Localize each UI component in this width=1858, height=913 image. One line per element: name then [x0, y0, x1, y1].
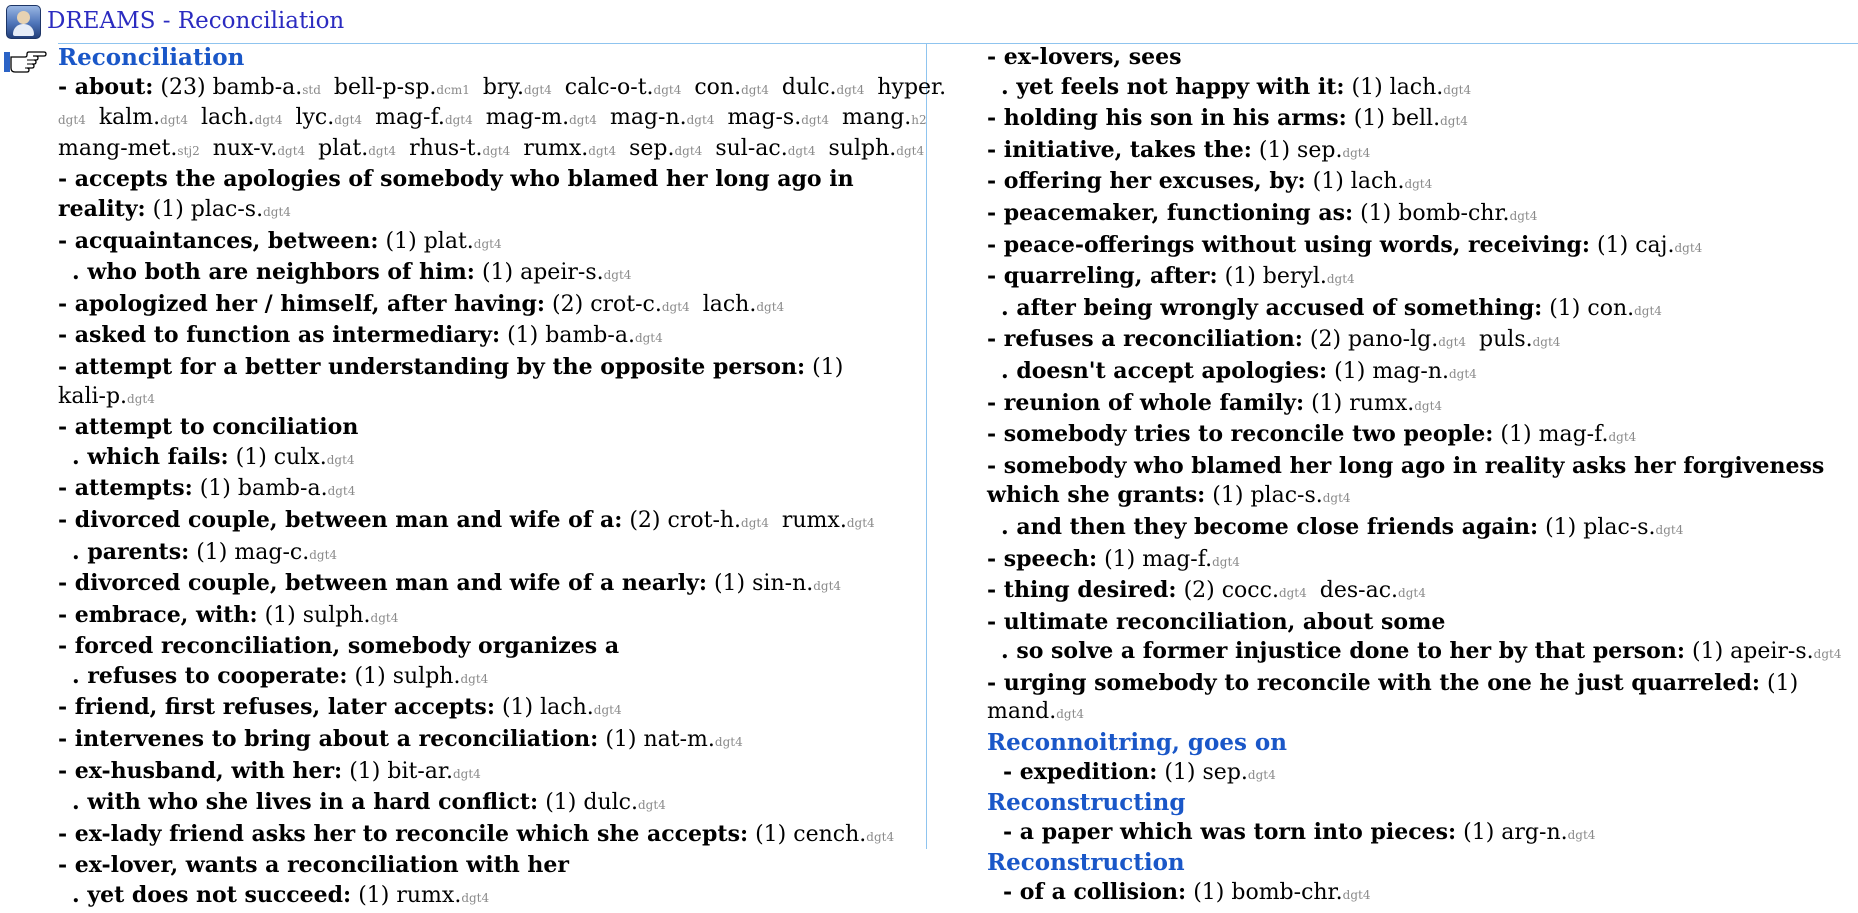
- rubric-label: - initiative, takes the:: [987, 136, 1252, 163]
- rubric-label: . after being wrongly accused of something:: [1001, 294, 1543, 321]
- remedy-link[interactable]: kalm.: [98, 105, 161, 131]
- remedy-count: (1): [1360, 200, 1392, 226]
- remedy-link[interactable]: pano-lg.: [1348, 327, 1439, 353]
- right-column: [987, 43, 1858, 906]
- remedy-link[interactable]: apeir-s.: [1730, 639, 1814, 665]
- rubric-label: - asked to function as intermediary:: [58, 322, 501, 349]
- subrubric-row[interactable]: [58, 788, 926, 820]
- rubric-label: - quarreling, after:: [987, 263, 1218, 290]
- subrubric-row[interactable]: [987, 357, 1858, 389]
- rubric-label: . refuses to cooperate:: [72, 662, 348, 689]
- remedy-link[interactable]: con.: [694, 74, 742, 100]
- source-tag: dgt4: [1326, 272, 1355, 287]
- remedy-count: (1): [1164, 759, 1196, 785]
- rubric-row[interactable]: [987, 545, 1858, 577]
- subrubric-row[interactable]: [987, 73, 1858, 105]
- rubric-row[interactable]: [58, 757, 926, 789]
- remedy-link[interactable]: culx.: [273, 444, 327, 470]
- rubric-row[interactable]: [987, 262, 1858, 294]
- remedy-count: (1): [1500, 422, 1532, 448]
- rubric-row[interactable]: [987, 452, 1858, 482]
- remedy-count: (1): [545, 790, 577, 816]
- remedy-link[interactable]: sulph.: [302, 602, 371, 628]
- rubric-label: - peacemaker, functioning as:: [987, 199, 1354, 226]
- remedy-link[interactable]: mag-f.: [1142, 546, 1213, 572]
- remedy-link[interactable]: mag-f.: [1538, 422, 1609, 448]
- remedy-link[interactable]: mag-n.: [609, 105, 687, 131]
- rubric-row[interactable]: [987, 325, 1858, 357]
- rubric-label: - ex-lady friend asks her to reconcile which she accepts:: [58, 820, 749, 847]
- rubric-label: - ex-lovers, sees: [987, 44, 1182, 70]
- remedy-count: (1): [605, 727, 637, 753]
- remedy-link[interactable]: sin-n.: [752, 571, 814, 597]
- rubric-row[interactable]: [58, 820, 926, 852]
- remedy-link[interactable]: lach.: [1389, 74, 1444, 100]
- rubric-label: - about:: [58, 73, 154, 100]
- source-tag: dgt4: [58, 113, 86, 128]
- remedy-link[interactable]: bomb-chr.: [1231, 880, 1343, 906]
- rubric-label: - friend, first refuses, later accepts:: [58, 694, 495, 721]
- remedy-link[interactable]: nat-m.: [643, 727, 715, 753]
- remedy-count: (1): [1767, 670, 1799, 696]
- rubric-label: . who both are neighbors of him:: [72, 259, 475, 286]
- remedy-link[interactable]: lach.: [540, 695, 594, 721]
- rubric-row[interactable]: [58, 601, 926, 633]
- remedy-link[interactable]: mag-m.: [485, 105, 570, 131]
- rubric-label: - reunion of whole family:: [987, 389, 1305, 416]
- rubric-label: - peace-offerings without using words, receiving:: [987, 231, 1591, 258]
- source-tag: dgt4: [634, 331, 663, 346]
- rubric-row[interactable]: [987, 104, 1858, 136]
- remedy-link[interactable]: dulc.: [583, 790, 638, 816]
- remedy-count: (2): [552, 291, 584, 317]
- source-tag: dgt4: [452, 766, 481, 781]
- rubric-label: . yet does not succeed:: [72, 882, 352, 909]
- remedy-count: (1): [812, 354, 844, 380]
- source-tag: dgt4: [1342, 145, 1371, 160]
- source-tag: dgt4: [741, 82, 769, 97]
- remedy-link[interactable]: bell-p-sp.: [333, 74, 437, 100]
- remedy-link[interactable]: plat.: [423, 228, 474, 254]
- remedy-count: (1): [196, 539, 228, 565]
- rubric-row[interactable]: [987, 758, 1858, 790]
- remedy-count: (1): [1549, 295, 1581, 321]
- remedy-link[interactable]: bamb-a.: [545, 323, 635, 349]
- rubric-row[interactable]: [58, 353, 926, 383]
- rubric-label: . with who she lives in a hard conflict:: [72, 789, 539, 816]
- remedy-link[interactable]: beryl.: [1262, 264, 1327, 290]
- remedy-count: (1): [1212, 483, 1244, 509]
- source-tag: dgt4: [482, 143, 511, 158]
- rubric-label: which she grants:: [987, 482, 1206, 509]
- source-tag: dgt4: [714, 735, 743, 750]
- remedy-count: (1): [354, 663, 386, 689]
- app-icon: [6, 5, 41, 39]
- remedy-count: (1): [152, 196, 184, 222]
- left-column: [58, 43, 947, 909]
- source-tag: dgt4: [593, 703, 622, 718]
- remedy-link[interactable]: crot-h.: [667, 507, 742, 533]
- remedy-link[interactable]: mang.: [842, 105, 912, 131]
- rubric-row[interactable]: [58, 851, 926, 881]
- remedy-count: (1): [1224, 264, 1256, 290]
- remedy-count: (1): [1104, 546, 1136, 572]
- remedy-link[interactable]: apeir-s.: [520, 260, 604, 286]
- rubric-label: reality:: [58, 195, 146, 222]
- rubric-row[interactable]: [58, 104, 926, 135]
- source-tag: dgt4: [444, 113, 473, 128]
- rubric-label: - of a collision:: [1003, 879, 1187, 906]
- remedy-count: (2): [1183, 578, 1215, 604]
- remedy-link[interactable]: sep.: [1202, 759, 1248, 785]
- source-tag: dgt4: [1655, 522, 1684, 537]
- rubric-label: - divorced couple, between man and wife of a nearly:: [58, 570, 707, 597]
- remedy-link[interactable]: cocc.: [1221, 578, 1279, 604]
- rubric-row[interactable]: [58, 73, 947, 105]
- rubric-label: - ex-lover, wants a reconciliation with her: [58, 852, 569, 879]
- remedy-link[interactable]: cench.: [793, 821, 867, 847]
- rubric-row[interactable]: [58, 725, 926, 757]
- rubric-row[interactable]: [58, 227, 926, 259]
- source-tag: dgt4: [741, 515, 769, 530]
- remedy-link[interactable]: bamb-a.: [237, 476, 328, 502]
- rubric-label: . doesn't accept apologies:: [1001, 357, 1328, 384]
- rubric-label: - apologized her / himself, after having:: [58, 290, 546, 317]
- remedy-link[interactable]: arg-n.: [1501, 819, 1568, 845]
- source-tag: dgt4: [461, 891, 490, 906]
- rubric-label: - accepts the apologies of somebody who blamed her long ago in: [58, 166, 854, 193]
- remedy-link[interactable]: mand.: [987, 699, 1057, 725]
- remedy-count: (1): [1311, 390, 1343, 416]
- source-tag: dgt4: [1532, 335, 1561, 350]
- rubric-row[interactable]: [58, 506, 926, 538]
- remedy-link[interactable]: sep.: [629, 135, 675, 161]
- remedy-count: (1): [713, 571, 746, 597]
- remedy-count: (1): [1353, 106, 1385, 132]
- remedy-link[interactable]: lyc.: [295, 105, 335, 131]
- rubric-row[interactable]: [987, 698, 1858, 729]
- title-bar: [0, 0, 1858, 42]
- rubric-row[interactable]: [987, 43, 1858, 73]
- remedy-count: (1): [264, 602, 296, 628]
- rubric-row[interactable]: [987, 167, 1858, 199]
- source-tag: dgt4: [254, 113, 283, 128]
- source-tag: dgt4: [637, 798, 666, 813]
- rubric-heading[interactable]: Reconciliation: [58, 44, 245, 71]
- source-tag: dgt4: [1212, 554, 1240, 569]
- rubric-row[interactable]: [987, 878, 1858, 910]
- rubric-label: - urging somebody to reconcile with the one he just quarreled:: [987, 669, 1761, 696]
- rubric-row[interactable]: [987, 818, 1858, 850]
- remedy-link[interactable]: lach.: [702, 291, 757, 317]
- remedy-link[interactable]: rumx.: [523, 135, 589, 161]
- rubric-label: - speech:: [987, 545, 1098, 572]
- rubric-heading[interactable]: Reconstructing: [987, 789, 1186, 817]
- source-tag: dgt4: [370, 610, 399, 625]
- rubric-label: - attempts:: [58, 475, 193, 502]
- rubric-label: - expedition:: [1003, 758, 1158, 785]
- remedy-count: (1): [1334, 358, 1366, 384]
- remedy-count: (2): [1309, 327, 1342, 353]
- rubric-label: - offering her excuses, by:: [987, 168, 1306, 195]
- source-tag: dgt4: [326, 452, 355, 467]
- remedy-count: (23): [160, 74, 206, 100]
- subrubric-row[interactable]: [58, 538, 926, 570]
- source-tag: dgt4: [1342, 888, 1371, 903]
- remedy-count: (1): [507, 323, 539, 349]
- remedy-count: (1): [481, 260, 514, 286]
- remedy-count: (1): [235, 444, 267, 470]
- rubric-row[interactable]: [58, 321, 926, 353]
- rubric-label: - a paper which was torn into pieces:: [1003, 818, 1457, 845]
- rubric-row[interactable]: [58, 383, 926, 414]
- remedy-count: (1): [1312, 169, 1344, 195]
- rubric-row[interactable]: [58, 474, 926, 506]
- source-tag: dgt4: [1567, 827, 1596, 842]
- remedy-count: (1): [1597, 232, 1629, 258]
- remedy-link[interactable]: plat.: [318, 135, 369, 161]
- source-tag: dgt4: [160, 113, 188, 128]
- remedy-link[interactable]: nux-v.: [212, 135, 278, 161]
- rubric-label: . which fails:: [72, 443, 229, 470]
- remedy-count: (1): [1193, 880, 1225, 906]
- source-tag: dgt4: [334, 113, 363, 128]
- rubric-label: - attempt to conciliation: [58, 414, 359, 441]
- source-tag: dgt4: [787, 143, 816, 158]
- source-tag: dgt4: [1438, 335, 1467, 350]
- remedy-link[interactable]: sulph.: [392, 663, 461, 689]
- window-title: DREAMS - Reconciliation: [47, 8, 345, 34]
- source-tag: dgt4: [460, 671, 489, 686]
- rubric-row[interactable]: [58, 135, 926, 166]
- remedy-link[interactable]: bit-ar.: [387, 758, 453, 784]
- rubric-label: - holding his son in his arms:: [987, 105, 1347, 132]
- rubric-row[interactable]: [987, 136, 1858, 168]
- rubric-label: . yet feels not happy with it:: [1001, 73, 1345, 100]
- source-tag: dgt4: [1443, 82, 1472, 97]
- rubric-label: . parents:: [72, 538, 190, 565]
- source-tag: dgt4: [1322, 491, 1351, 506]
- remedy-link[interactable]: crot-c.: [590, 291, 662, 317]
- remedy-link[interactable]: con.: [1587, 295, 1635, 321]
- remedy-link[interactable]: caj.: [1635, 232, 1675, 258]
- source-tag: dgt4: [1404, 177, 1433, 192]
- remedy-link[interactable]: plac-s.: [190, 196, 264, 222]
- rubric-label: - forced reconciliation, somebody organizes a: [58, 633, 620, 660]
- subrubric-row[interactable]: [58, 662, 926, 694]
- rubric-row[interactable]: [987, 576, 1858, 608]
- source-tag: dgt4: [836, 82, 865, 97]
- rubric-row[interactable]: [987, 199, 1858, 231]
- rubric-row[interactable]: [987, 389, 1858, 421]
- source-tag: dgt4: [523, 82, 552, 97]
- source-tag: dgt4: [686, 113, 715, 128]
- remedy-count: (1): [1691, 639, 1724, 665]
- source-tag: dgt4: [263, 204, 291, 219]
- source-tag: dgt4: [756, 299, 785, 314]
- remedy-count: (1): [755, 821, 787, 847]
- remedy-link[interactable]: mag-f.: [375, 105, 445, 131]
- source-tag: dgt4: [368, 143, 397, 158]
- remedy-link[interactable]: des-ac.: [1319, 578, 1399, 604]
- rubric-row[interactable]: [58, 693, 926, 725]
- source-tag: dgt4: [309, 547, 338, 562]
- subrubric-row[interactable]: [58, 258, 926, 290]
- rubric-row[interactable]: [58, 569, 926, 601]
- remedy-count: (1): [349, 758, 381, 784]
- remedy-count: (1): [199, 476, 231, 502]
- source-tag: dgt4: [1440, 114, 1468, 129]
- source-tag: dgt4: [603, 268, 632, 283]
- source-tag: dgt4: [1398, 586, 1426, 601]
- rubric-label: - divorced couple, between man and wife of a:: [58, 506, 623, 533]
- source-tag: dgt4: [866, 829, 895, 844]
- rubric-heading[interactable]: Reconnoitring, goes on: [987, 729, 1287, 757]
- remedy-link[interactable]: mag-s.: [727, 105, 802, 131]
- remedy-link[interactable]: plac-s.: [1250, 483, 1323, 509]
- remedy-link[interactable]: sulph.: [828, 135, 897, 161]
- rubric-heading[interactable]: Reconstruction: [987, 849, 1185, 877]
- remedy-link[interactable]: sul-ac.: [715, 135, 788, 161]
- rubric-label: - ex-husband, with her:: [58, 757, 343, 784]
- remedy-link[interactable]: plac-s.: [1583, 514, 1656, 540]
- source-tag: dgt4: [127, 391, 155, 406]
- remedy-link[interactable]: mang-met.: [58, 135, 178, 161]
- remedy-link[interactable]: rhus-t.: [409, 135, 483, 161]
- source-tag: dgt4: [1414, 398, 1443, 413]
- source-tag: dgt4: [588, 143, 617, 158]
- rubric-row[interactable]: [987, 608, 1858, 638]
- remedy-link[interactable]: rumx.: [1349, 390, 1415, 416]
- remedy-link[interactable]: rumx.: [781, 507, 847, 533]
- source-tag: h2: [911, 113, 927, 128]
- rubric-row[interactable]: [58, 632, 926, 662]
- remedy-link[interactable]: lach.: [201, 105, 255, 131]
- subrubric-row[interactable]: [987, 637, 1858, 669]
- source-tag: stj2: [177, 143, 200, 158]
- pointing-hand-icon[interactable]: [3, 49, 47, 75]
- remedy-link[interactable]: mag-n.: [1372, 358, 1449, 384]
- remedy-count: (1): [1258, 137, 1291, 163]
- subrubric-row[interactable]: [987, 294, 1858, 326]
- subrubric-row[interactable]: [58, 881, 926, 913]
- remedy-link[interactable]: hyper.: [877, 74, 947, 100]
- source-tag: dgt4: [277, 143, 306, 158]
- remedy-count: (1): [385, 228, 417, 254]
- remedy-count: (1): [1545, 514, 1577, 540]
- source-tag: dgt4: [896, 143, 925, 158]
- rubric-label: - acquaintances, between:: [58, 227, 379, 254]
- source-tag: std: [302, 82, 321, 97]
- source-tag: dgt4: [1608, 430, 1637, 445]
- rubric-label: - attempt for a better understanding by the opposite person:: [58, 353, 806, 380]
- rubric-label: - somebody tries to reconcile two people:: [987, 421, 1494, 448]
- subrubric-row[interactable]: [58, 443, 926, 475]
- remedy-link[interactable]: bry.: [482, 74, 524, 100]
- rubric-label: - embrace, with:: [58, 601, 258, 628]
- source-tag: dgt4: [1247, 767, 1276, 782]
- rubric-row[interactable]: [58, 290, 926, 322]
- remedy-link[interactable]: rumx.: [396, 883, 462, 909]
- source-tag: dgt4: [813, 579, 842, 594]
- source-tag: dgt4: [1674, 240, 1703, 255]
- remedy-count: (2): [629, 507, 661, 533]
- source-tag: dgt4: [1278, 586, 1307, 601]
- source-tag: dgt4: [801, 113, 830, 128]
- remedy-link[interactable]: bomb-chr.: [1398, 200, 1510, 226]
- remedy-link[interactable]: dulc.: [781, 74, 837, 100]
- rubric-row[interactable]: [58, 413, 926, 443]
- rubric-label: . so solve a former injustice done to her by that person:: [1001, 638, 1685, 665]
- source-tag: dgt4: [1813, 647, 1842, 662]
- source-tag: dgt4: [1056, 707, 1085, 722]
- rubric-label: - somebody who blamed her long ago in reality asks her forgiveness: [987, 452, 1825, 479]
- remedy-link[interactable]: bell.: [1391, 106, 1441, 132]
- source-tag: dgt4: [327, 484, 356, 499]
- remedy-link[interactable]: mag-c.: [234, 539, 310, 565]
- rubric-row[interactable]: [987, 420, 1858, 452]
- rubric-label: - intervenes to bring about a reconciliation:: [58, 726, 599, 753]
- remedy-link[interactable]: sep.: [1297, 137, 1343, 163]
- source-tag: dgt4: [1448, 366, 1477, 381]
- remedy-count: (1): [1351, 74, 1383, 100]
- remedy-link[interactable]: kali-p.: [58, 383, 128, 409]
- remedy-link[interactable]: puls.: [1479, 327, 1533, 353]
- remedy-link[interactable]: lach.: [1350, 169, 1405, 195]
- subrubric-row[interactable]: [987, 513, 1858, 545]
- remedy-link[interactable]: bamb-a.: [212, 74, 303, 100]
- source-tag: dgt4: [569, 113, 597, 128]
- source-tag: dgt4: [674, 143, 703, 158]
- source-tag: dgt4: [661, 299, 690, 314]
- rubric-row[interactable]: [58, 195, 926, 227]
- remedy-count: (1): [1463, 819, 1495, 845]
- remedy-count: (1): [358, 883, 390, 909]
- rubric-row[interactable]: [987, 669, 1858, 699]
- rubric-label: . and then they become close friends again:: [1001, 513, 1539, 540]
- rubric-row[interactable]: [987, 231, 1858, 263]
- source-tag: dgt4: [1509, 208, 1538, 223]
- rubric-label: - refuses a reconciliation:: [987, 326, 1303, 353]
- rubric-row[interactable]: [987, 481, 1858, 513]
- source-tag: dgt4: [846, 515, 875, 530]
- source-tag: dgt4: [1634, 303, 1662, 318]
- source-tag: dgt4: [473, 236, 502, 251]
- rubric-label: - ultimate reconciliation, about some: [987, 608, 1446, 635]
- remedy-link[interactable]: calc-o-t.: [564, 74, 654, 100]
- source-tag: dgt4: [653, 82, 682, 97]
- remedy-count: (1): [501, 695, 534, 721]
- rubric-label: - thing desired:: [987, 577, 1177, 604]
- rubric-row[interactable]: [58, 165, 926, 195]
- source-tag: dcm1: [436, 82, 470, 97]
